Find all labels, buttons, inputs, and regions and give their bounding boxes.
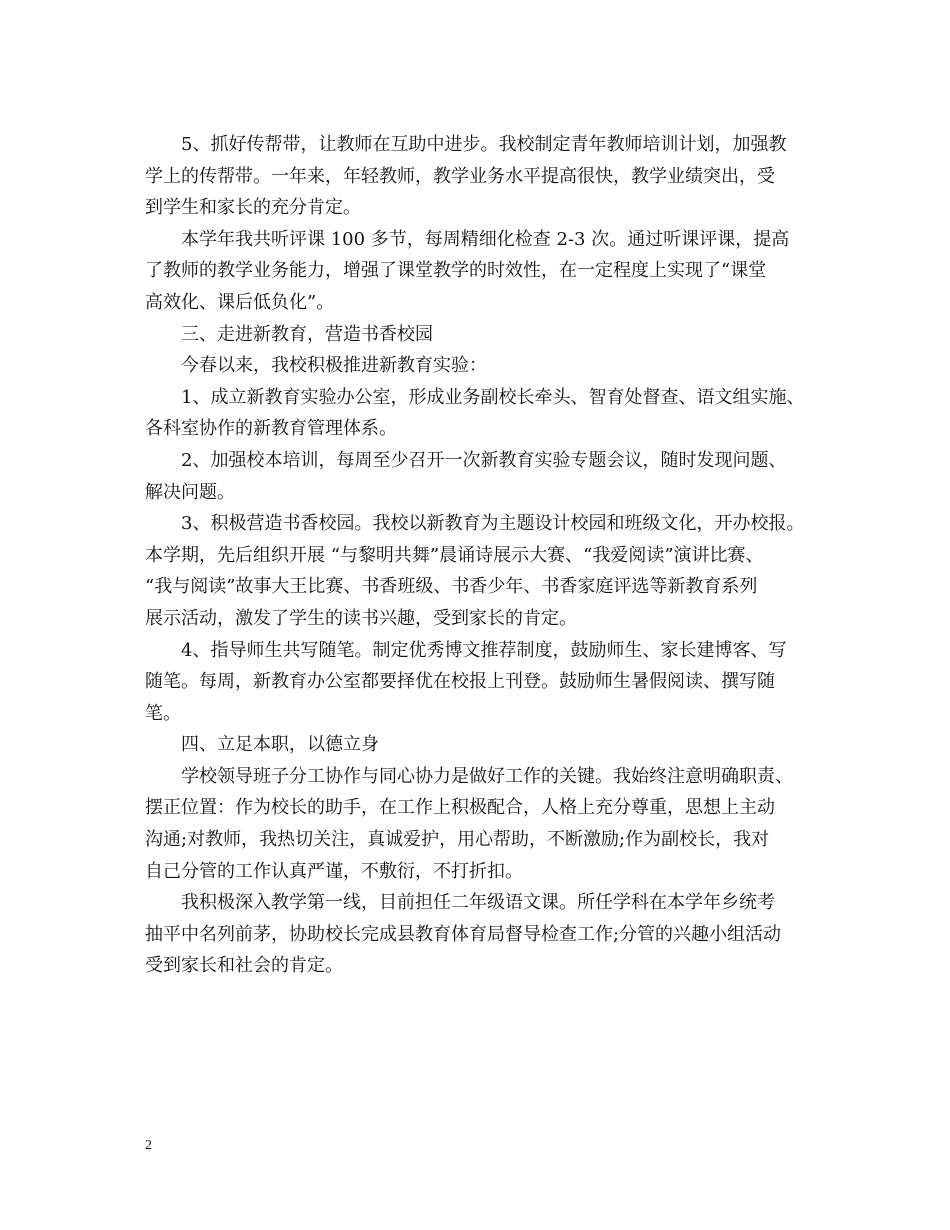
text-line: 解决问题。 xyxy=(145,481,235,503)
text-line: 各科室协作的新教育管理体系。 xyxy=(145,418,397,440)
page-number: 2 xyxy=(145,1138,152,1153)
text-line: 学上的传帮带。一年来，年轻教师，教学业务水平提高很快，教学业绩突出，受 xyxy=(145,165,775,187)
paragraph-leadership xyxy=(145,761,810,887)
paragraph-teaching xyxy=(145,887,810,982)
text-line: 本学期，先后组织开展 “与黎明共舞”晨诵诗展示大赛、“我爱阅读”演讲比赛、 xyxy=(145,544,764,566)
text-line: 沟通;对教师，我热切关注，真诚爱护，用心帮助，不断激励;作为副校长，我对 xyxy=(145,829,770,851)
text-line: “我与阅读”故事大王比赛、书香班级、书香少年、书香家庭评选等新教育系列 xyxy=(145,576,758,598)
text-line: 自己分管的工作认真严谨，不敷衍，不打折扣。 xyxy=(145,860,523,882)
paragraph-lesson-observation xyxy=(145,224,810,319)
heading-text: 三、走进新教育，营造书香校园 xyxy=(181,323,433,345)
text-line: 受到家长和社会的肯定。 xyxy=(145,955,343,977)
text-line: 本学年我共听评课 100 多节，每周精细化检查 2-3 次。通过听课评课，提高 xyxy=(181,228,790,250)
paragraph-item-2 xyxy=(145,445,810,508)
text-line: 1、成立新教育实验办公室，形成业务副校长牵头、智育处督查、语文组实施、 xyxy=(181,386,805,408)
document-body xyxy=(145,129,810,982)
text-line: 2、加强校本培训，每周至少召开一次新教育实验专题会议，随时发现问题、 xyxy=(181,449,787,471)
text-line: 了教师的教学业务能力，增强了课堂教学的时效性，在一定程度上实现了“课堂 xyxy=(145,260,767,282)
section-heading-new-education xyxy=(145,319,810,351)
text-line: 随笔。每周，新教育办公室都要择优在校报上刊登。鼓励师生暑假阅读、撰写随 xyxy=(145,671,775,693)
section-heading-duty xyxy=(145,729,810,761)
text-line: 到学生和家长的充分肯定。 xyxy=(145,197,361,219)
text-line: 学校领导班子分工协作与同心协力是做好工作的关键。我始终注意明确职责、 xyxy=(181,765,793,787)
paragraph-mentoring xyxy=(145,129,810,224)
text-line: 3、积极营造书香校园。我校以新教育为主题设计校园和班级文化，开办校报。 xyxy=(181,513,805,535)
text-line: 抽平中名列前茅，协助校长完成县教育体育局督导检查工作;分管的兴趣小组活动 xyxy=(145,923,782,945)
paragraph-intro-new-education xyxy=(145,350,810,382)
paragraph-item-4 xyxy=(145,635,810,730)
text-line: 我积极深入教学第一线，目前担任二年级语文课。所任学科在本学年乡统考 xyxy=(181,892,775,914)
text-line: 高效化、课后低负化”。 xyxy=(145,291,335,313)
text-line: 摆正位置：作为校长的助手，在工作上积极配合，人格上充分尊重，思想上主动 xyxy=(145,797,775,819)
paragraph-item-3 xyxy=(145,508,810,634)
text-line: 展示活动，激发了学生的读书兴趣，受到家长的肯定。 xyxy=(145,607,577,629)
text-line: 今春以来，我校积极推进新教育实验： xyxy=(181,355,487,377)
heading-text: 四、立足本职，以德立身 xyxy=(181,734,379,756)
text-line: 5、抓好传帮带，让教师在互助中进步。我校制定青年教师培训计划，加强教 xyxy=(181,134,787,155)
paragraph-item-1 xyxy=(145,382,810,445)
text-line: 笔。 xyxy=(145,702,181,724)
text-line: 4、指导师生共写随笔。制定优秀博文推荐制度，鼓励师生、家长建博客、写 xyxy=(181,639,787,661)
